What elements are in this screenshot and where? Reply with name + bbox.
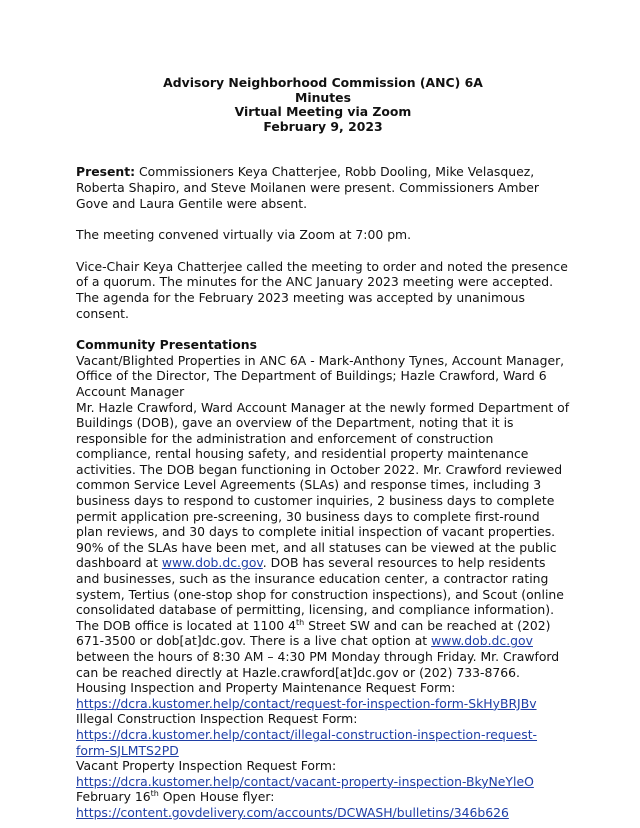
dob-website-link[interactable]: www.dob.dc.gov: [161, 555, 263, 571]
body-text-2: . DOB has several resources to help residents and businesses, such as the insurance education center, a contractor rating system, Tertius (one-stop shop for construction inspections), and Scout (online consolidated database of permitting, licensing, and compliance information). The DOB office is located at 1100 4: [76, 555, 564, 633]
body-text-3: Street SW and can be reached at (202) 671-3500 or dob[at]dc.gov. There is a live chat option at: [76, 617, 551, 649]
header-date: February 9, 2023: [263, 118, 383, 134]
dob-chat-link[interactable]: www.dob.dc.gov: [431, 633, 533, 649]
header-minutes: Minutes: [295, 89, 351, 105]
present-text: Commissioners Keya Chatterjee, Robb Dooling, Mike Velasquez, Roberta Shapiro, and Steve Moilanen were present. Commissioners Amber Gove and Laura Gentile were absent.: [76, 164, 539, 211]
present-paragraph: [76, 164, 570, 211]
body-text-4: between the hours of 8:30 AM – 4:30 PM Monday through Friday. Mr. Crawford can be reached directly at Hazle.crawford[at]dc.gov or (202) 733-8766.: [76, 649, 560, 680]
community-heading: Community Presentations: [76, 337, 257, 353]
form3-link-line: [76, 774, 570, 790]
flyer-label: [76, 789, 570, 805]
vacant-property-form-link[interactable]: https://dcra.kustomer.help/contact/vacant-property-inspection-BkyNeYleO: [76, 773, 534, 789]
illegal-construction-form-link[interactable]: https://dcra.kustomer.help/contact/illegal-construction-inspection-request-form-SJLMTS2PD: [76, 726, 538, 758]
presentation-body: [76, 400, 570, 681]
flyer-label-post: Open House flyer:: [158, 789, 275, 805]
form2-link-line: [76, 727, 570, 758]
superscript-th: th: [295, 617, 305, 627]
form3-label: Vacant Property Inspection Request Form:: [76, 758, 337, 774]
convened-paragraph: The meeting convened virtually via Zoom at 7:00 pm.: [76, 227, 412, 243]
header-commission: Advisory Neighborhood Commission (ANC) 6A: [163, 75, 483, 90]
flyer-label-pre: February 16: [76, 789, 151, 805]
housing-inspection-form-link[interactable]: https://dcra.kustomer.help/contact/request-for-inspection-form-SkHyBRJBv: [76, 695, 537, 711]
body-text-1: Mr. Hazle Crawford, Ward Account Manager at the newly formed Department of Buildings (DOB), gave an overview of the Department, noting that it is responsible for the administration and enforcement of construction compliance, rental housing safety, and residential property maintenance activities. The DOB began functioning in October 2022. Mr. Crawford reviewed common Service Level Agreements (SLAs) and response times, including 3 business days to respond to customer inquiries, 2 business days to complete permit application pre-screening, 30 business days to complete first-round plan reviews, and 30 days to complete initial inspection of vacant properties. 90% of the SLAs have been met, and all statuses can be viewed at the public dashboard at: [76, 399, 570, 571]
open-house-flyer-link[interactable]: https://content.govdelivery.com/accounts/DCWASH/bulletins/346b626: [76, 804, 509, 820]
form1-link-line: [76, 696, 570, 712]
presentation-title: Vacant/Blighted Properties in ANC 6A - Mark-Anthony Tynes, Account Manager, Office of the Director, The Department of Buildings; Hazle Crawford, Ward 6 Account Manager: [76, 352, 565, 399]
header-meeting-type: Virtual Meeting via Zoom: [234, 104, 412, 120]
flyer-superscript-th: th: [150, 789, 159, 799]
flyer-link-line: [76, 805, 570, 821]
document-header: [76, 76, 570, 134]
order-paragraph: Vice-Chair Keya Chatterjee called the meeting to order and noted the presence of a quorum. The minutes for the ANC January 2023 meeting were accepted. The agenda for the February 2023 meeting was accepted by unanimous consent.: [76, 258, 568, 321]
form1-label: Housing Inspection and Property Maintenance Request Form:: [76, 680, 456, 696]
form2-label: Illegal Construction Inspection Request Form:: [76, 711, 358, 727]
present-label: Present:: [76, 164, 136, 180]
